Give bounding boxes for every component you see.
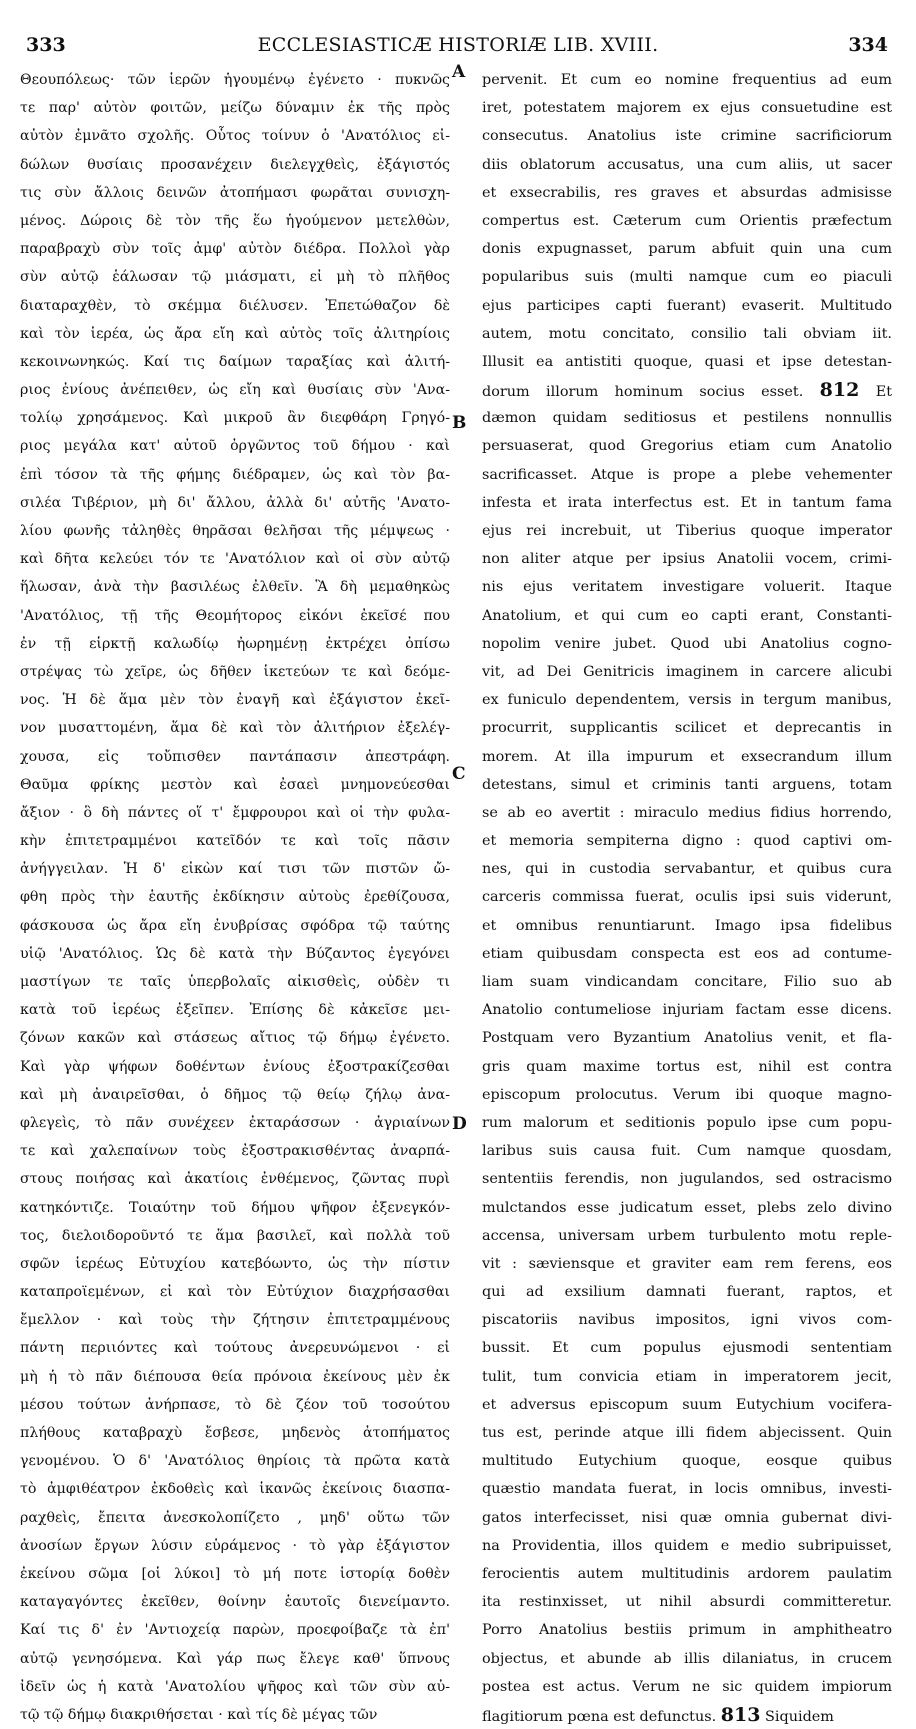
latin-text-line: bussit. Et cum populus ejusmodi sententiam	[482, 1340, 892, 1357]
latin-text-line: Anatolio contumeliose injuriam factam esse dicens.	[482, 1002, 892, 1019]
latin-text-line: postea est actus. Verum ne sic quidem impiorum	[482, 1678, 892, 1695]
greek-text-line: καὶ δῆτα κελεύει τόν τε 'Ανατόλιον καὶ οἱ σὺν αὐτῷ	[20, 551, 450, 568]
latin-text-line: nis ejus veritatem investigare voluerit. Itaque	[482, 579, 892, 596]
greek-text-line: καὶ τὸν ἱερέα, ὡς ἄρα εἴη καὶ αὐτὸς τοῖς ἀλιτηρίοις	[20, 325, 450, 342]
latin-text-line: nopolim venire jubet. Quod ubi Anatolius cogno-	[482, 635, 892, 652]
latin-text-line: Anatolium, et qui cum eo capti erant, Constanti-	[482, 607, 892, 624]
latin-text-line: autem, motu concitato, consilio tali obviam iit.	[482, 325, 892, 342]
greek-text-line: μὴ ἡ τὸ πᾶν διέπουσα θεία πρόνοια ἐκείνους μὲν ἐκ	[20, 1368, 450, 1385]
greek-text-line: ἐκείνου σῶμα [οἱ λύκοι] τὸ μή ποτε ἱστορίᾳ δοθὲν	[20, 1565, 450, 1582]
greek-text-line: κατηκόντιζε. Τοιαύτην τοῦ δήμου ψῆφον ἐξενεγκόν-	[20, 1199, 450, 1216]
greek-text-line: ζόνων κακῶν καὶ στάσεως αἴτιος τῷ δήμῳ ἐγένετο.	[20, 1030, 450, 1047]
latin-text-line: na Providentia, illos quidem e medio subripuisset,	[482, 1537, 892, 1554]
latin-text-line: episcopum prolocutus. Verum ibi quoque magno-	[482, 1086, 892, 1103]
running-title: ECCLESIASTICÆ HISTORIÆ LIB. XVIII.	[257, 34, 659, 56]
latin-text-line: Porro Anatolius bestiis primum in amphitheatro	[482, 1622, 892, 1639]
greek-text-line: ἰδεῖν ὡς ἡ κατὰ 'Ανατολίου ψῆφος καὶ τῶν σὺν αὐ-	[20, 1678, 450, 1695]
latin-text-line: liam suam vindicandam concitare, Filio suo ab	[482, 974, 892, 990]
latin-text-line: procurrit, supplicantis scilicet et deprecantis in	[482, 720, 892, 737]
latin-text-line: sententiis ferendis, non jugulandos, sed ostracismo	[482, 1171, 892, 1188]
greek-text-line: γενομένου. Ὁ δ' 'Ανατόλιος θηρίοις τὰ πρῶτα κατὰ	[20, 1453, 450, 1470]
greek-text-line: ἐπὶ τόσον τὰ τῆς φήμης διέδραμεν, ὡς καὶ τὸν βα-	[20, 466, 450, 483]
greek-text-line: ἄξιον · ὃ δὴ πάντες οἵ τ' ἔμφρουροι καὶ οἱ τὴν φυλα-	[20, 804, 450, 821]
greek-text-line: ἐν τῇ εἱρκτῇ καλωδίῳ ἠωρημένῃ ἐκτρέχει ὀπίσω	[20, 635, 450, 652]
greek-text-line: τε παρ' αὐτὸν φοιτῶν, μείζω δύναμιν ἐκ τῆς πρὸς	[20, 100, 450, 117]
greek-text-line: κατὰ τοῦ ἱερέως ἐξεῖπεν. Ἐπίσης δὲ κἀκεῖσε μει-	[20, 1002, 450, 1019]
greek-text-line: πλήθους καταβραχὺ ἔσβεσε, μηδενὸς ἀτοπήματος	[20, 1425, 450, 1441]
greek-text-line: Καί τις δ' ἐν 'Αντιοχείᾳ παρὼν, προεφοίβαζε τὰ ἐπ'	[20, 1622, 450, 1639]
greek-text-line: ἀνοσίων ἔργων λύσιν εὑράμενος · τὸ γὰρ ἐξάγιστον	[20, 1537, 450, 1554]
greek-text-line: ραχθεὶς, ἔπειτα ἀνεσκολοπίζετο , μηδ' οὕτω τῶν	[20, 1509, 450, 1526]
greek-text-line: ἀνήγγειλαν. Ἡ δ' εἰκὼν καί τισι τῶν πιστῶν ὤ-	[20, 861, 450, 878]
latin-text-line: Illusit ea antistiti quoque, quasi et ipse detestan-	[482, 353, 892, 370]
latin-text-line: ita restinxisset, ut nihil absurdi committeretur.	[482, 1594, 892, 1611]
latin-text-line: popularibus suis (multi namque cum eo piaculi	[482, 269, 892, 286]
greek-text-line: τῷ τῷ δήμῳ διακριθήσεται · καὶ τίς δὲ μέγας τῶν	[20, 1706, 378, 1723]
greek-text-line: λίου φωνῆς τἀληθὲς θηρᾶσαι θελῆσαι τῆς μέμψεως ·	[20, 523, 450, 539]
greek-text-line: νος. Ἡ δὲ ἅμα μὲν τὸν ἐναγῆ καὶ ἐξάγιστον ἐκεῖ-	[20, 692, 450, 709]
greek-text-line: αὐτῷ γενησόμενα. Καὶ γάρ πως ἔλεγε καθ' ὕπνους	[20, 1650, 450, 1667]
latin-text-line: multitudo Eutychium quoque, eosque quibus	[482, 1453, 892, 1470]
latin-text-line: gatos interfecisset, nisi quæ omnia gubernat divi-	[482, 1509, 892, 1526]
latin-text-line: sacrificasset. Atque is prope a plebe vehementer	[482, 466, 892, 483]
latin-text-line: laribus suis causa fuit. Cum namque quosdam,	[482, 1143, 892, 1160]
section-marker-c: C	[452, 764, 466, 784]
latin-text-line: vit, ad Dei Genitricis imaginem in carcere alicubi	[482, 663, 892, 680]
latin-text-line: carceris commissa fuerat, oculis ipsi suis viderunt,	[482, 889, 892, 906]
greek-text-line: τὸ ἀμφιθέατρον ἐκδοθεὶς καὶ ἱκανῶς ἐκείνοις διασπα-	[20, 1481, 450, 1498]
greek-text-line: δώλων θυσίαις προσανέχειν διελεγχθεὶς, ἐξάγιστός	[20, 156, 450, 173]
latin-text-line: non aliter atque per ipsius Anatolii vocem, crimi-	[482, 551, 892, 568]
latin-text-line: et exsecrabilis, res graves et absurdas admisisse	[482, 184, 892, 201]
latin-text-line: diis oblatorum accusatus, una cum aliis, ut sacer	[482, 156, 892, 173]
latin-text-line: ejus rei increbuit, ut Tiberius quoque imperator	[482, 523, 892, 539]
latin-text-line: et adversus episcopum suum Eutychium vocifera-	[482, 1396, 892, 1413]
latin-text-line: etiam quibusdam conspecta est eos ad contume-	[482, 945, 892, 962]
greek-text-line: κὴν ἐπιτετραμμένοι κατεῖδόν τε καὶ τοῖς πᾶσιν	[20, 833, 450, 850]
greek-text-line: φθη πρὸς τὴν ἑαυτῆς ἐκδίκησιν αὐτοὺς ἐρεθίζουσα,	[20, 889, 450, 906]
page-number-left: 333	[26, 34, 66, 56]
greek-text-line: τε καὶ χαλεπαίνων τοὺς ἐξοστρακισθέντας ἀναρπά-	[20, 1143, 450, 1160]
latin-text-line: nes, qui in custodia servabantur, et quibus cura	[482, 861, 892, 878]
latin-text-line: ferocientis autem multitudinis ardorem paulatim	[482, 1565, 892, 1582]
greek-text-line: διαταραχθὲν, τὸ σκέμμα διέλυσεν. Ἐπετώθαζον δὲ	[20, 297, 450, 314]
latin-text-line: dæmon quidam seditiosus et pestilens nonnullis	[482, 410, 892, 427]
latin-text-line: donis expugnasset, parum abfuit quin una cum	[482, 241, 892, 258]
latin-text-line: detestans, simul et criminis tanti arguens, totam	[482, 776, 892, 793]
section-marker-b: B	[452, 413, 467, 433]
greek-text-line: ἥλωσαν, ἀνὰ τὴν βασιλέως ἐλθεῖν. Ἃ δὴ μεμαθηκὼς	[20, 579, 450, 596]
greek-column	[20, 66, 450, 1729]
section-marker-a: A	[452, 62, 466, 82]
greek-text-line: καταγαγόντες ἐκεῖθεν, θοίνην ἑαυτοῖς διενείμαντο.	[20, 1594, 450, 1611]
latin-text-line: mulctandos esse judicatum esset, plebs zelo divino	[482, 1199, 892, 1216]
folio-number: 812	[819, 379, 860, 402]
greek-text-line: χουσα, εἰς τοὔπισθεν παντάπασιν ἀπεστράφη.	[20, 748, 450, 765]
page-number-right: 334	[848, 34, 888, 56]
latin-text-line: dorum illorum hominum socius esset. 812 Et	[482, 379, 892, 402]
greek-text-line: αὐτὸν ἐμνᾶτο σχολῆς. Οὗτος τοίνυν ὁ 'Ανατόλιος εἰ-	[20, 128, 450, 145]
greek-text-line: πάντη περιιόντες καὶ τούτους ἀνερευνώμενοι · εἰ	[20, 1340, 450, 1357]
latin-text-line: flagitiorum pœna est defunctus. 813 Siquidem	[482, 1703, 834, 1726]
greek-text-line: κεκοινωνηκώς. Καί τις δαίμων ταραξίας καὶ ἀλιτή-	[20, 353, 450, 370]
latin-text-line: piscatoriis navibus impositos, igni vivos com-	[482, 1312, 892, 1329]
greek-text-line: στρέψας τὼ χεῖρε, ὡς δῆθεν ἱκετεύων τε καὶ δεόμε-	[20, 663, 450, 680]
section-marker-d: D	[452, 1114, 467, 1134]
greek-text-line: ριος ἐνίους ἀνέπειθεν, ὡς εἴη καὶ θυσίαις σὺν 'Ανα-	[20, 382, 450, 399]
latin-text-line: rum malorum et seditionis populo ipse cum popu-	[482, 1114, 892, 1131]
latin-text-line: accensa, universam urbem turbulento motu reple-	[482, 1227, 892, 1244]
latin-text-line: vit : sæviensque et graviter eam rem ferens, eos	[482, 1255, 892, 1272]
greek-text-line: Θαῦμα φρίκης μεστὸν καὶ ἐσαεὶ μνημονεύεσθαι	[20, 776, 450, 793]
latin-text-line: gris quam maxime tortus est, nihil est contra	[482, 1058, 892, 1075]
greek-text-line: 'Ανατόλιος, τῇ τῆς Θεομήτορος εἰκόνι ἐκεῖσέ που	[20, 607, 450, 624]
greek-text-line: καὶ μὴ ἀναιρεῖσθαι, ὁ δῆμος τῷ θείῳ ζήλῳ ἀνα-	[20, 1086, 450, 1103]
latin-text-line: tus est, perinde atque illi fidem abjecissent. Quin	[482, 1425, 892, 1441]
latin-text-line: ex funiculo dependentem, versis in tergum manibus,	[482, 692, 892, 709]
latin-text-line: ejus participes capti fuerant) evaserit. Multitudo	[482, 297, 892, 314]
greek-text-line: τις σὺν ἄλλοις δεινῶν ἀτοπήμασι φωρᾶται συνισχη-	[20, 184, 450, 201]
latin-text-line: pervenit. Et cum eo nomine frequentius ad eum	[482, 72, 892, 88]
greek-text-line: τος, διελοιδοροῦντό τε ἅμα βασιλεῖ, καὶ πολλὰ τοῦ	[20, 1227, 450, 1244]
latin-text-line: quæstio mandata fuerat, in locis omnibus, investi-	[482, 1481, 892, 1498]
latin-text-line: qui ad exsilium damnati fuerant, raptos, et	[482, 1284, 892, 1301]
greek-text-line: σὺν αὐτῷ ἑάλωσαν τῷ μιάσματι, εἰ μὴ τὸ πλῆθος	[20, 269, 450, 286]
latin-text-line: tulit, tum convicia etiam in imperatorem jecit,	[482, 1368, 892, 1385]
greek-text-line: ριος μεγάλα κατ' αὐτοῦ ὀργῶντος τοῦ δήμου · καὶ	[20, 438, 450, 455]
greek-text-line: Καὶ γὰρ ψήφων δοθέντων ἐνίους ἐξοστρακίζεσθαι	[20, 1058, 450, 1075]
latin-text-line: se ab eo avertit : miraculo medius fidius horrendo,	[482, 804, 892, 821]
greek-text-line: σφῶν ἱερέως Εὐτυχίου κατεβόωντο, ὡς τὴν πίστιν	[20, 1255, 450, 1272]
greek-text-line: Θεουπόλεως· τῶν ἱερῶν ἡγουμένῳ ἐγένετο · πυκνῶς	[20, 72, 450, 88]
latin-text-line: Postquam vero Byzantium Anatolius venit, et fla-	[482, 1030, 892, 1047]
greek-text-line: υἱῷ 'Ανατόλιος. Ὡς δὲ κατὰ τὴν Βύζαντος ἐγεγόνει	[20, 945, 450, 962]
latin-text-line: infesta et irata interfectus est. Et in tantum fama	[482, 494, 892, 511]
running-header	[20, 28, 896, 62]
latin-column	[482, 66, 892, 1729]
latin-text-line: persuaserat, quod Gregorius etiam cum Anatolio	[482, 438, 892, 455]
greek-text-line: τολίῳ χρησάμενος. Καὶ μικροῦ ἂν διεφθάρη Γρηγό-	[20, 410, 450, 427]
greek-text-line: ἔμελλον · καὶ τοὺς τὴν ζήτησιν ἐπιτετραμμένους	[20, 1312, 450, 1329]
latin-text-line: objectus, et abunde ab illis dilaniatus, in crucem	[482, 1650, 892, 1667]
greek-text-line: νον μυσαττομένη, ἅμα δὲ καὶ τὸν ἀλιτήριον ἐξελέγ-	[20, 720, 450, 737]
greek-text-line: μέσου τούτων ἀνήρπασε, τὸ δὲ ζέον τοῦ τοσούτου	[20, 1396, 450, 1413]
greek-text-line: μένος. Δώροις δὲ τὸν τῆς ἕω ἡγούμενον μετελθὼν,	[20, 212, 450, 229]
folio-number: 813	[720, 1703, 761, 1726]
latin-text-line: morem. At illa impurum et exsecrandum illum	[482, 748, 892, 765]
greek-text-line: φάσκουσα ὡς ἄρα εἴη ἐνυβρίσας σφόδρα τῷ ταύτης	[20, 917, 450, 934]
greek-text-line: φλεγεὶς, τὸ πᾶν συνέχεεν ἐκταράσσων · ἀγριαίνων	[20, 1114, 450, 1131]
greek-text-line: μαστίγων τε ταῖς ὑπερβολαῖς αἰκισθεὶς, οὐδὲν τι	[20, 974, 450, 990]
greek-text-line: σιλέα Τιβέριον, μὴ δι' ἄλλου, ἀλλὰ δι' αὐτῆς 'Ανατο-	[20, 494, 450, 511]
greek-text-line: παραβραχὺ σὺν τοῖς ἀμφ' αὐτὸν διέδρα. Πολλοὶ γὰρ	[20, 241, 450, 258]
latin-text-line: consecutus. Anatolius iste crimine sacrificiorum	[482, 128, 892, 145]
greek-text-line: καταπροϊεμένων, εἰ καὶ τὸν Εὐτύχιον διαχρήσασθαι	[20, 1284, 450, 1301]
greek-text-line: στους ποιήσας καὶ ἀκατίοις ἐνθέμενος, ζῶντας πυρὶ	[20, 1171, 450, 1188]
latin-text-line: compertus est. Cæterum cum Orientis præfectum	[482, 212, 892, 229]
latin-text-line: et memoria sempiterna digno : quod captivi om-	[482, 833, 892, 850]
latin-text-line: iret, potestatem majorem ex ejus consuetudine est	[482, 100, 892, 117]
latin-text-line: et omnibus renuntiarunt. Imago ipsa fidelibus	[482, 917, 892, 934]
